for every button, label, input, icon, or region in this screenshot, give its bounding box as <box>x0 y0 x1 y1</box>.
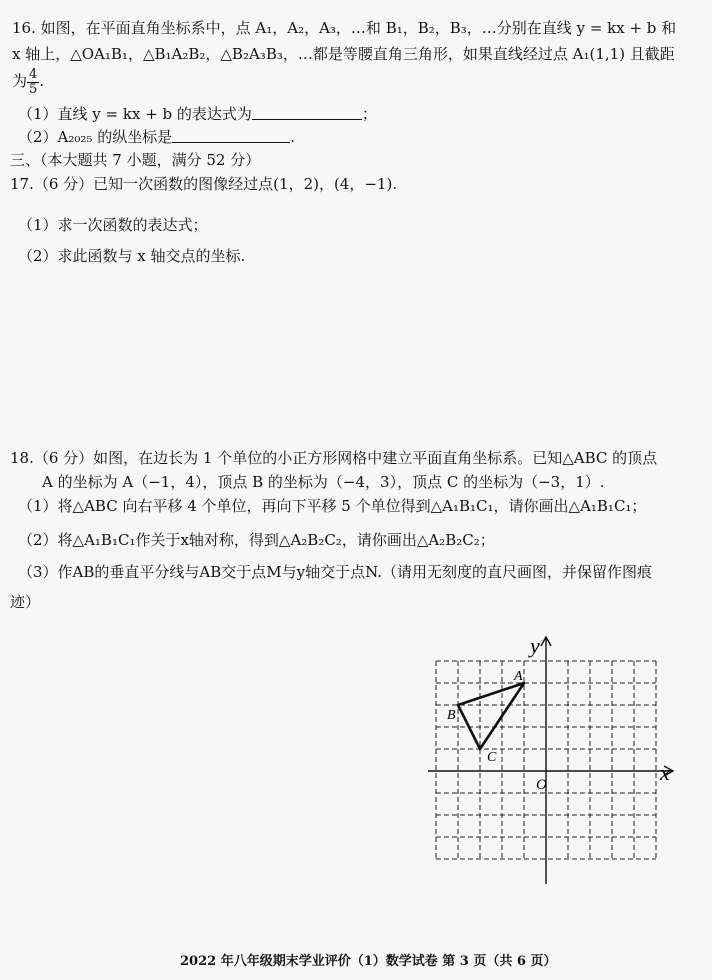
q18-line1: 18.（6 分）如图，在边长为 1 个单位的小正方形网格中建立平面直角坐标系。已知△ABC 的顶点 <box>10 449 658 467</box>
q16-sub1-label: （1）直线 y = kx + b 的表达式为 <box>18 105 252 123</box>
vertex-c-label: C <box>487 750 497 765</box>
q17-stem: 17.（6 分）已知一次函数的图像经过点(1，2)，(4，−1). <box>10 175 398 193</box>
q16-sub1-end: ； <box>361 105 377 123</box>
q18-sub2: （2）将△A₁B₁C₁作关于x轴对称，得到△A₂B₂C₂，请你画出△A₂B₂C₂； <box>18 531 495 549</box>
y-axis-label: y <box>530 633 540 658</box>
fraction-numerator: 4 <box>29 66 38 82</box>
fraction-denominator: 5 <box>29 81 38 97</box>
page-footer: 2022 年八年级期末学业评价（1）数学试卷 第 3 页（共 6 页） <box>180 954 557 969</box>
triangle-abc <box>458 683 524 749</box>
q16-sub2-label: （2）A₂₀₂₅ 的纵坐标是 <box>18 128 173 146</box>
vertex-b-label: B <box>447 708 456 723</box>
q18-sub1: （1）将△ABC 向右平移 4 个单位，再向下平移 5 个单位得到△A₁B₁C₁，请你画出△A₁B₁C₁； <box>18 497 647 515</box>
axes <box>428 637 673 884</box>
q17-sub2: （2）求此函数与 x 轴交点的坐标. <box>18 247 246 265</box>
vertex-a-label: A <box>514 669 523 684</box>
q16-line3-suffix: . <box>39 72 45 90</box>
q18-line2: A 的坐标为 A（−1，4），顶点 B 的坐标为（−4，3），顶点 C 的坐标为（−3，1）. <box>42 473 605 491</box>
section-heading: 三、（本大题共 7 小题，满分 52 分） <box>10 151 261 169</box>
q16-sub2-end: . <box>290 128 295 146</box>
q16-line3-prefix: 为 <box>12 72 28 90</box>
x-axis-label: x <box>660 760 670 785</box>
q16-line1: 16. 如图，在平面直角坐标系中，点 A₁，A₂，A₃，…和 B₁，B₂，B₃，…分别在直线 y = kx + b 和 <box>12 19 677 37</box>
q18-sub3: （3）作AB的垂直平分线与AB交于点M与y轴交于点N.（请用无刻度的直尺画图，并保留作图痕 <box>18 563 653 581</box>
origin-label: O <box>536 777 547 793</box>
q17-sub1: （1）求一次函数的表达式； <box>18 216 208 234</box>
q18-sub3-cont: 迹） <box>10 593 41 611</box>
q16-line2: x 轴上，△OA₁B₁，△B₁A₂B₂，△B₂A₃B₃，…都是等腰直角三角形，如果直线经过点 A₁(1,1) 且截距 <box>12 45 675 63</box>
